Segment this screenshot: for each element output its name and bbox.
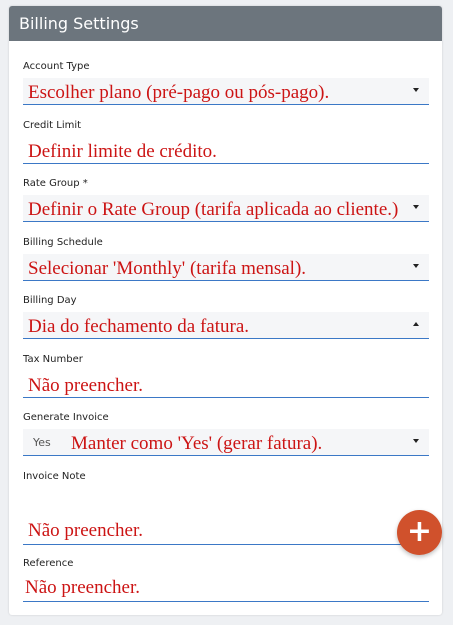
invoice-note-annotation: Não preencher. xyxy=(28,520,143,541)
billing-day-field xyxy=(23,294,429,339)
chevron-down-icon xyxy=(413,88,419,92)
generate-invoice-label: Generate Invoice xyxy=(23,412,109,423)
account-type-select[interactable] xyxy=(23,78,429,105)
billing-schedule-label: Billing Schedule xyxy=(23,237,103,248)
billing-day-select[interactable] xyxy=(23,312,429,339)
chevron-down-icon xyxy=(413,205,419,209)
credit-limit-annotation: Definir limite de crédito. xyxy=(28,141,217,162)
reference-input[interactable] xyxy=(23,575,429,602)
rate-group-label: Rate Group * xyxy=(23,178,88,189)
panel-title: Billing Settings xyxy=(9,6,442,41)
generate-invoice-value: Yes xyxy=(33,436,51,449)
account-type-label: Account Type xyxy=(23,61,90,72)
billing-schedule-select[interactable] xyxy=(23,254,429,281)
credit-limit-field xyxy=(23,119,429,164)
rate-group-annotation: Definir o Rate Group (tarifa aplicada ao cliente.) xyxy=(28,199,399,220)
generate-invoice-select[interactable] xyxy=(23,429,429,456)
add-button[interactable] xyxy=(397,510,442,555)
credit-limit-label: Credit Limit xyxy=(23,120,82,131)
rate-group-select[interactable] xyxy=(23,195,429,222)
tax-number-label: Tax Number xyxy=(23,354,83,365)
invoice-note-label: Invoice Note xyxy=(23,471,86,482)
tax-number-input[interactable] xyxy=(23,371,429,398)
plus-icon: + xyxy=(406,514,433,549)
generate-invoice-annotation: Manter como 'Yes' (gerar fatura). xyxy=(71,433,323,454)
billing-day-annotation: Dia do fechamento da fatura. xyxy=(28,316,250,337)
account-type-field xyxy=(23,60,429,105)
reference-annotation: Não preencher. xyxy=(25,577,140,598)
reference-field xyxy=(23,557,429,602)
generate-invoice-field xyxy=(23,411,429,456)
billing-schedule-field xyxy=(23,236,429,281)
chevron-down-icon xyxy=(413,439,419,443)
tax-number-field xyxy=(23,353,429,398)
reference-label: Reference xyxy=(23,558,74,569)
rate-group-field xyxy=(23,177,429,222)
invoice-note-textarea[interactable] xyxy=(23,488,429,545)
tax-number-annotation: Não preencher. xyxy=(28,375,143,396)
billing-schedule-annotation: Selecionar 'Monthly' (tarifa mensal). xyxy=(28,258,307,279)
credit-limit-input[interactable] xyxy=(23,137,429,164)
billing-day-label: Billing Day xyxy=(23,295,77,306)
chevron-up-icon xyxy=(413,322,419,326)
billing-settings-panel xyxy=(9,6,442,615)
chevron-down-icon xyxy=(413,264,419,268)
account-type-annotation: Escolher plano (pré-pago ou pós-pago). xyxy=(28,82,330,103)
invoice-note-field xyxy=(23,470,429,545)
